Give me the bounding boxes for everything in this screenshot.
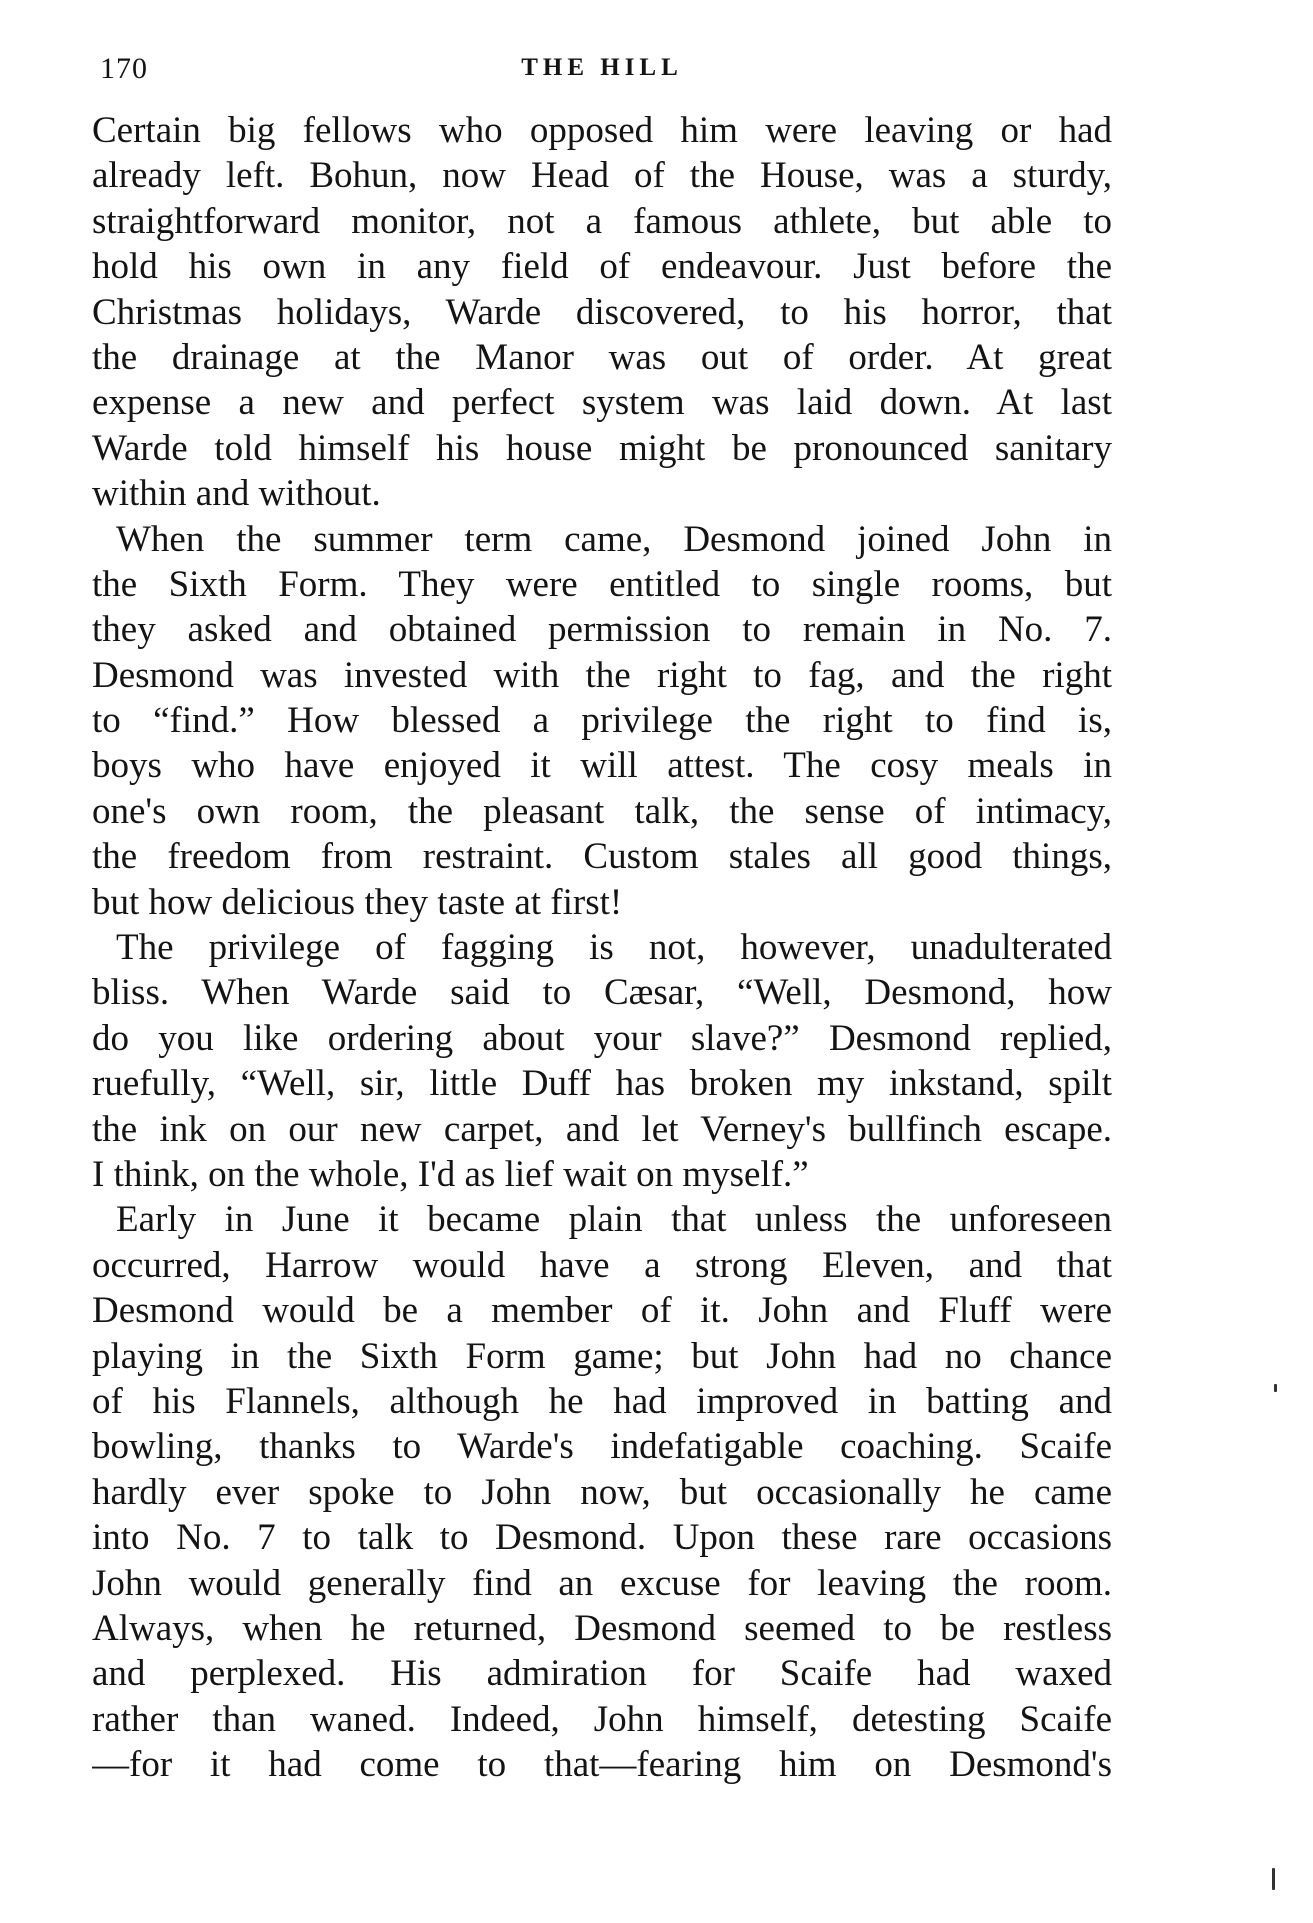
text-line: one's own room, the pleasant talk, the sense of intimacy, xyxy=(92,790,1112,832)
text-line: into No. 7 to talk to Desmond. Upon these rare occasions xyxy=(92,1517,1112,1559)
text-line: but how delicious they taste at first! xyxy=(92,881,623,923)
text-line: Early in June it became plain that unless the unforeseen xyxy=(116,1199,1112,1241)
text-line: Desmond would be a member of it. John and Fluff were xyxy=(92,1290,1112,1332)
text-line: playing in the Sixth Form game; but John had no chance xyxy=(92,1335,1112,1377)
body-text xyxy=(92,108,1112,1787)
text-line: Certain big fellows who opposed him were leaving or had xyxy=(92,110,1112,151)
text-line: bliss. When Warde said to Cæsar, “Well, Desmond, how xyxy=(92,972,1112,1014)
text-line: —for it had come to that—fearing him on Desmond's xyxy=(92,1744,1112,1786)
text-line: to “find.” How blessed a privilege the right to find is, xyxy=(92,700,1112,742)
text-line: Desmond was invested with the right to fag, and the right xyxy=(92,654,1112,696)
text-line: occurred, Harrow would have a strong Eleven, and that xyxy=(92,1244,1112,1286)
text-line: the drainage at the Manor was out of order. At great xyxy=(92,336,1112,378)
text-line: hardly ever spoke to John now, but occasionally he came xyxy=(92,1471,1112,1513)
text-line: When the summer term came, Desmond joined John in xyxy=(116,518,1112,560)
scan-speck xyxy=(1272,1868,1275,1890)
paragraph-1 xyxy=(92,108,1112,517)
scan-speck xyxy=(1274,1384,1277,1392)
text-line: do you like ordering about your slave?” Desmond replied, xyxy=(92,1017,1112,1059)
text-line: The privilege of fagging is not, however, unadulterated xyxy=(116,927,1112,969)
running-head xyxy=(88,52,1116,92)
text-line: John would generally find an excuse for leaving the room. xyxy=(92,1562,1112,1604)
paragraph-3 xyxy=(92,925,1112,1197)
text-line: hold his own in any field of endeavour. Just before the xyxy=(92,246,1112,288)
text-line: the freedom from restraint. Custom stales all good things, xyxy=(92,836,1112,878)
text-line: within and without. xyxy=(92,473,381,515)
text-line: straightforward monitor, not a famous athlete, but able to xyxy=(92,200,1112,242)
text-line: Warde told himself his house might be pronounced sanitary xyxy=(92,427,1112,469)
text-line: expense a new and perfect system was laid down. At last xyxy=(92,382,1112,424)
text-line: of his Flannels, although he had improved in batting and xyxy=(92,1380,1112,1422)
text-line: Christmas holidays, Warde discovered, to his horror, that xyxy=(92,291,1112,333)
page-number: 170 xyxy=(100,52,148,85)
paragraph-2 xyxy=(92,517,1112,926)
text-line: the ink on our new carpet, and let Verney's bullfinch escape. xyxy=(92,1108,1112,1150)
text-line: ruefully, “Well, sir, little Duff has broken my inkstand, spilt xyxy=(92,1063,1112,1105)
text-line: and perplexed. His admiration for Scaife had waxed xyxy=(92,1653,1112,1695)
text-line: already left. Bohun, now Head of the House, was a sturdy, xyxy=(92,155,1112,197)
text-line: I think, on the whole, I'd as lief wait on myself.” xyxy=(92,1153,809,1195)
text-line: the Sixth Form. They were entitled to single rooms, but xyxy=(92,563,1112,605)
running-title: THE HILL xyxy=(521,54,683,81)
text-line: boys who have enjoyed it will attest. The cosy meals in xyxy=(92,745,1112,787)
paragraph-4 xyxy=(92,1197,1112,1787)
text-line: bowling, thanks to Warde's indefatigable coaching. Scaife xyxy=(92,1426,1112,1468)
text-line: they asked and obtained permission to remain in No. 7. xyxy=(92,609,1112,651)
text-line: rather than waned. Indeed, John himself, detesting Scaife xyxy=(92,1698,1112,1740)
text-line: Always, when he returned, Desmond seemed to be restless xyxy=(92,1607,1112,1649)
